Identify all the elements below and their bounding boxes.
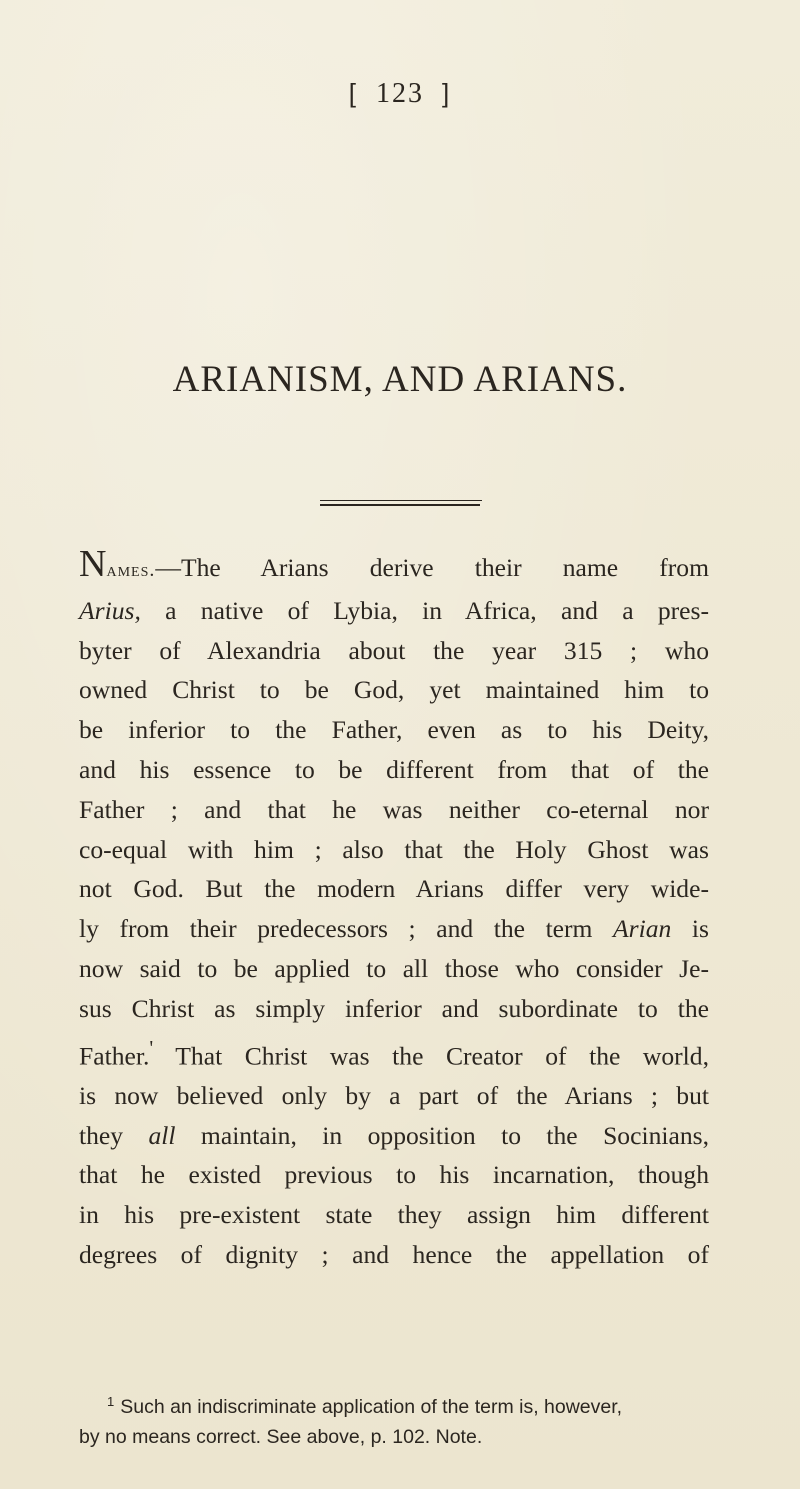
italic-name: Arius,: [79, 595, 141, 625]
chapter-title: ARIANISM, AND ARIANS.: [172, 359, 628, 400]
footnote-text: Such an indiscriminate application of the term is, however,: [120, 1396, 623, 1418]
body-line: Father ; and that he was neither co-eternal nor: [79, 794, 709, 824]
body-line: in his pre-existent state they assign him different: [79, 1200, 709, 1230]
drop-cap: N: [79, 543, 107, 585]
title-rule-thick: [320, 504, 480, 506]
footnote: [79, 1392, 709, 1452]
body-line: that he existed previous to his incarnation, though: [79, 1160, 709, 1190]
small-caps-word: ames.: [106, 559, 156, 581]
body-line-text: a native of Lybia, in Africa, and a pres-: [140, 595, 709, 625]
body-line: now said to be applied to all those who consider Je-: [79, 953, 709, 983]
italic-word: all: [148, 1120, 176, 1150]
body-line-text: they: [79, 1120, 149, 1150]
footnote-line: [79, 1392, 709, 1422]
footnote-line: by no means correct. See above, p. 102. Note.: [79, 1426, 483, 1448]
body-line-text: is: [671, 914, 709, 944]
body-line: [79, 1116, 709, 1156]
body-line: [79, 1029, 709, 1076]
body-line: and his essence to be different from that of the: [79, 754, 709, 784]
body-paragraph: [79, 543, 709, 1275]
body-line-text: ly from their predecessors ; and the term: [79, 914, 614, 944]
page-number: 123: [376, 78, 424, 109]
right-bracket: ]: [442, 78, 452, 108]
body-line: is now believed only by a part of the Arians ; but: [79, 1080, 709, 1110]
body-line: degrees of dignity ; and hence the appellation of: [79, 1240, 709, 1270]
body-line-text: That Christ was the Creator of the world,: [153, 1041, 709, 1071]
body-line-text: Father.: [79, 1041, 150, 1071]
body-line-text: —The Arians derive their name from: [155, 553, 709, 582]
body-line: co-equal with him ; also that the Holy Ghost was: [79, 834, 709, 864]
body-line: [79, 543, 709, 591]
body-line: be inferior to the Father, even as to his Deity,: [79, 715, 709, 745]
body-line: sus Christ as simply inferior and subordinate to the: [79, 993, 709, 1023]
title-rule-divider: [320, 500, 482, 506]
body-line: byter of Alexandria about the year 315 ; who: [79, 635, 709, 665]
body-line: not God. But the modern Arians differ very wide-: [79, 874, 709, 904]
title-rule-thin: [320, 500, 482, 501]
footnote-reference: ': [149, 1035, 154, 1060]
page-number-header: [0, 78, 800, 110]
body-line: owned Christ to be God, yet maintained him to: [79, 675, 709, 705]
footnote-marker: 1: [107, 1393, 115, 1409]
body-line: [79, 909, 709, 949]
body-line: [79, 591, 709, 631]
italic-term: Arian: [613, 914, 672, 944]
body-line-text: maintain, in opposition to the Socinians,: [175, 1120, 709, 1150]
left-bracket: [: [348, 78, 358, 108]
